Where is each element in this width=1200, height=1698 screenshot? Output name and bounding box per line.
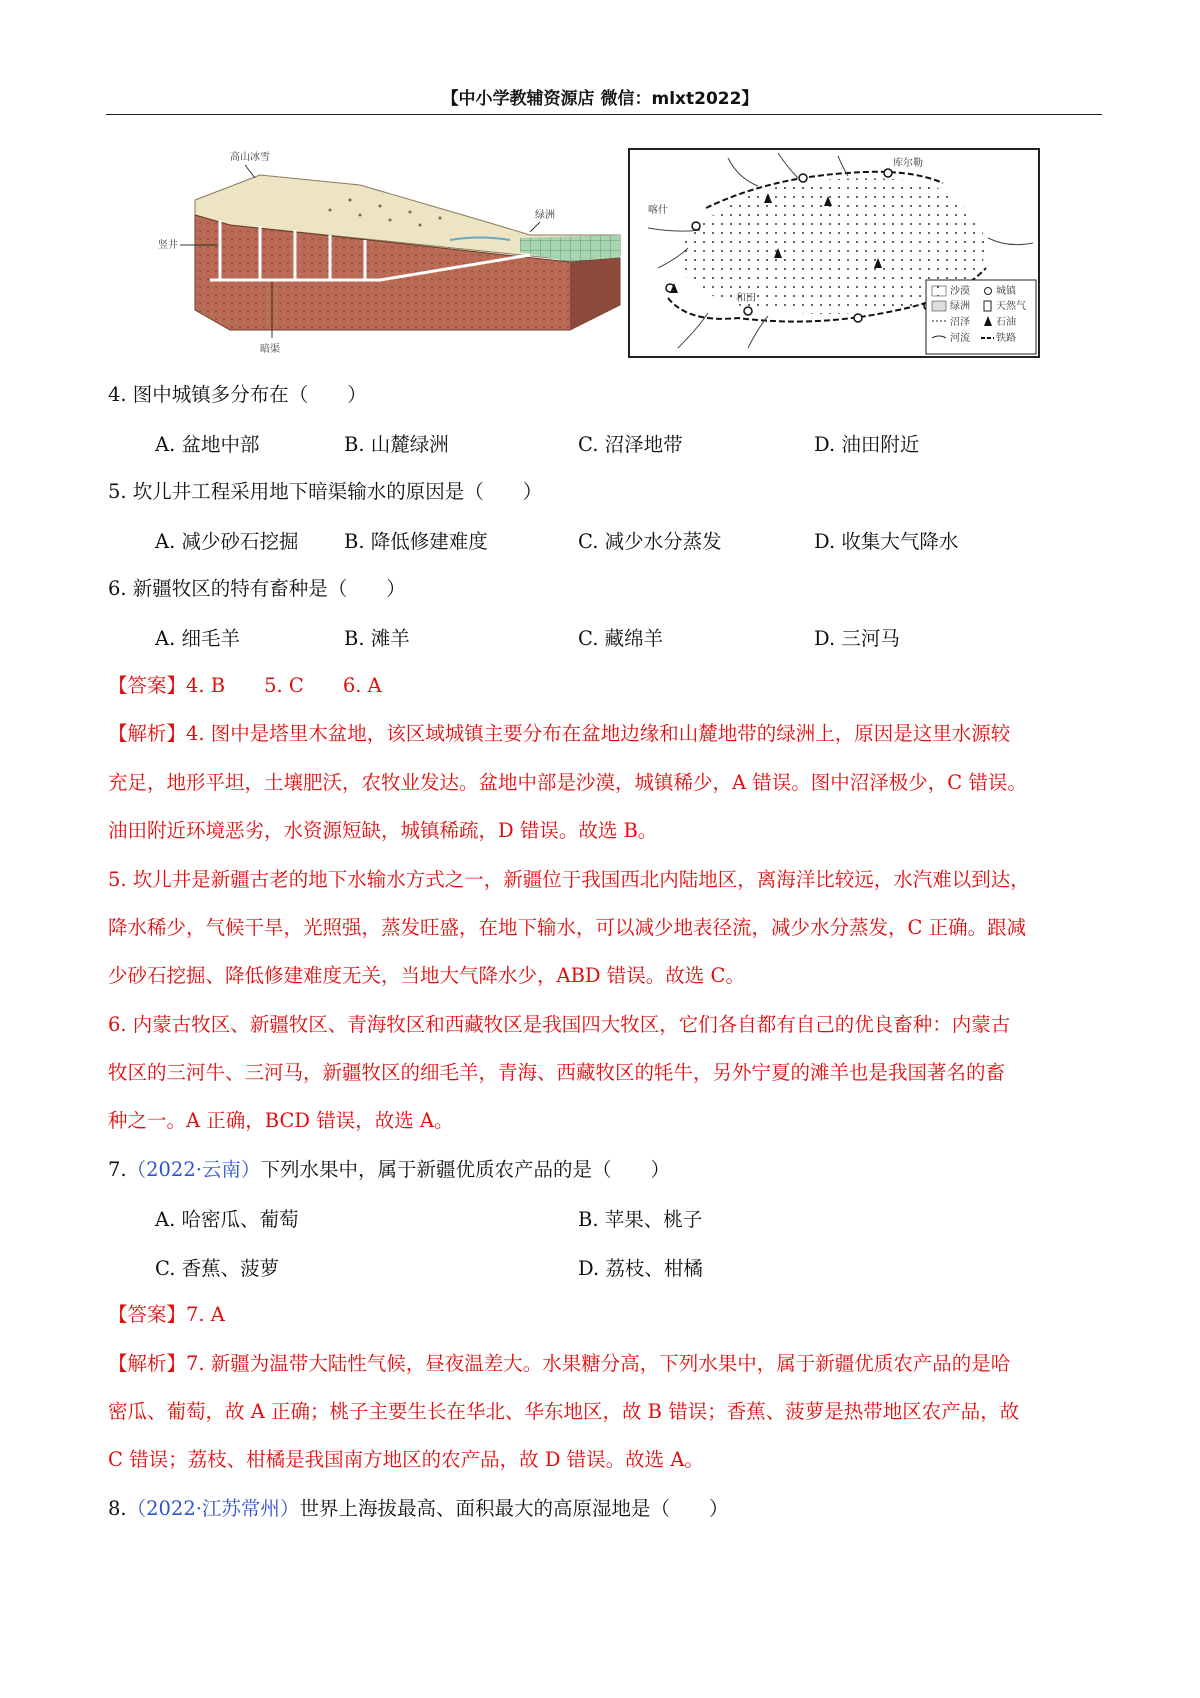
header-rule: [106, 114, 1102, 115]
q8-text: 世界上海拔最高、面积最大的高原湿地是（ ）: [299, 1497, 729, 1520]
q4-stem: 4. 图中城镇多分布在（ ）: [108, 383, 367, 406]
label-well: 竖井: [158, 240, 178, 251]
q6-option-d: D. 三河马: [814, 627, 900, 650]
q7-stem: [108, 1156, 670, 1184]
q4-option-d: D. 油田附近: [814, 433, 920, 456]
q4-option-a: A. 盆地中部: [155, 433, 260, 456]
q7-option-a: A. 哈密瓜、葡萄: [155, 1208, 299, 1231]
explanation-7-line1: 【解析】7. 新疆为温带大陆性气候，昼夜温差大。水果糖分高，下列水果中，属于新疆优质农产品的是哈: [108, 1352, 1011, 1375]
q4-option-c: C. 沼泽地带: [578, 433, 683, 456]
legend-town: 城镇: [996, 286, 1016, 297]
q7-text: 下列水果中，属于新疆优质农产品的是（ ）: [260, 1158, 670, 1181]
label-canal: 暗渠: [260, 344, 280, 355]
explanation-4-line3: 油田附近环境恶劣，水资源短缺，城镇稀疏，D 错误。故选 B。: [108, 819, 658, 842]
q8-stem: [108, 1495, 728, 1523]
q4-option-b: B. 山麓绿洲: [344, 433, 449, 456]
q7-option-b: B. 苹果、桃子: [578, 1208, 703, 1231]
legend-river: 河流: [950, 333, 970, 344]
q5-stem: 5. 坎儿井工程采用地下暗渠输水的原因是（ ）: [108, 480, 543, 503]
q5-option-c: C. 减少水分蒸发: [578, 530, 722, 553]
label-hotan: 和田: [736, 293, 756, 304]
legend-rail: 铁路: [996, 333, 1016, 344]
label-high-snow: 高山冰雪: [230, 152, 270, 163]
answer-4-6: 【答案】4. B 5. C 6. A: [108, 674, 382, 697]
q5-option-d: D. 收集大气降水: [814, 530, 959, 553]
explanation-6-line2: 牧区的三河牛、三河马，新疆牧区的细毛羊，青海、西藏牧区的牦牛，另外宁夏的滩羊也是我国著名的畜: [108, 1061, 1006, 1084]
q5-option-a: A. 减少砂石挖掘: [155, 530, 299, 553]
q8-source: （2022·江苏常州）: [126, 1497, 300, 1520]
q5-option-b: B. 降低修建难度: [344, 530, 488, 553]
karez-diagram: [150, 140, 630, 360]
q7-source: （2022·云南）: [126, 1158, 261, 1181]
map-legend: [926, 280, 1036, 354]
explanation-4-line1: 【解析】4. 图中是塔里木盆地，该区域城镇主要分布在盆地边缘和山麓地带的绿洲上，原因是这里水源较: [108, 722, 1011, 745]
explanation-5-line3: 少砂石挖掘、降低修建难度无关，当地大气降水少，ABD 错误。故选 C。: [108, 964, 745, 987]
label-korla: 库尔勒: [893, 158, 923, 169]
legend-desert: 沙漠: [950, 286, 970, 297]
q7-option-c: C. 香蕉、菠萝: [155, 1257, 280, 1280]
explanation-7-line2: 密瓜、葡萄，故 A 正确；桃子主要生长在华北、华东地区，故 B 错误；香蕉、菠萝是热带地区农产品，故: [108, 1400, 1020, 1423]
explanation-5-line1: 5. 坎儿井是新疆古老的地下水输水方式之一，新疆位于我国西北内陆地区，离海洋比较远，水汽难以到达，: [108, 868, 1030, 891]
q6-option-c: C. 藏绵羊: [578, 627, 664, 650]
legend-oil: 石油: [996, 317, 1016, 328]
legend-marsh: 沼泽: [950, 317, 970, 328]
q7-number: 7.: [108, 1158, 127, 1181]
terrain-front: [570, 258, 620, 330]
q6-option-a: A. 细毛羊: [155, 627, 240, 650]
explanation-7-line3: C 错误；荔枝、柑橘是我国南方地区的农产品，故 D 错误。故选 A。: [108, 1448, 704, 1471]
answer-7: 【答案】7. A: [108, 1303, 225, 1326]
legend-gas: 天然气: [996, 301, 1026, 312]
explanation-6-line1: 6. 内蒙古牧区、新疆牧区、青海牧区和西藏牧区是我国四大牧区，它们各自都有自己的优良畜种：内蒙古: [108, 1013, 1011, 1036]
q7-option-d: D. 荔枝、柑橘: [578, 1257, 703, 1280]
label-kashi: 喀什: [648, 205, 668, 216]
explanation-4-line2: 充足，地形平坦，土壤肥沃，农牧业发达。盆地中部是沙漠，城镇稀少，A 错误。图中沼泽极少，C 错误。: [108, 771, 1027, 794]
legend-oasis: 绿洲: [950, 301, 970, 312]
q6-option-b: B. 滩羊: [344, 627, 410, 650]
explanation-5-line2: 降水稀少，气候干旱，光照强，蒸发旺盛，在地下输水，可以减少地表径流，减少水分蒸发，C 正确。跟减: [108, 916, 1027, 939]
page-header: 【中小学教辅资源店 微信：mlxt2022】: [441, 89, 759, 109]
q8-number: 8.: [108, 1497, 127, 1520]
explanation-6-line3: 种之一。A 正确，BCD 错误，故选 A。: [108, 1109, 454, 1132]
q6-stem: 6. 新疆牧区的特有畜种是（ ）: [108, 577, 406, 600]
label-oasis: 绿洲: [535, 210, 555, 221]
tarim-map: [628, 148, 1040, 358]
